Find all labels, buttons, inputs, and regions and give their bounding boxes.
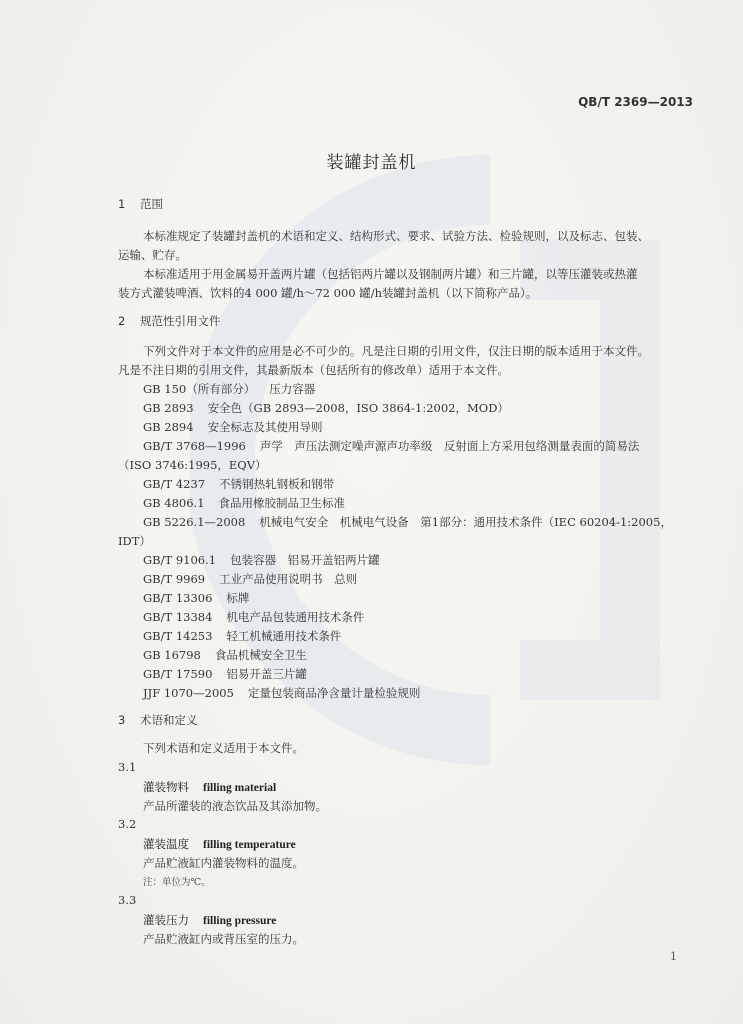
- term-zh: 灌装压力: [143, 913, 189, 927]
- term-zh: 灌装温度: [143, 837, 189, 851]
- term-en: filling pressure: [203, 915, 277, 927]
- reference-code: GB 2893: [143, 401, 194, 415]
- section-title: 术语和定义: [140, 713, 198, 727]
- section-number: 2: [118, 314, 126, 328]
- reference-item: [143, 552, 380, 568]
- paragraph-line: 下列文件对于本文件的应用是必不可少的。凡是注日期的引用文件，仅注日期的版本适用于本文件。: [143, 344, 649, 358]
- reference-item: [143, 514, 672, 530]
- section-title: 范围: [140, 197, 163, 211]
- reference-code: JJF 1070—2005: [143, 686, 234, 700]
- term-definition: 产品贮液缸内或背压室的压力。: [143, 932, 304, 946]
- term-entry: [143, 779, 276, 795]
- term-zh: 灌装物料: [143, 780, 189, 794]
- section-number: 3: [118, 713, 126, 727]
- section-title: 规范性引用文件: [140, 314, 221, 328]
- reference-code: GB/T 13306: [143, 591, 213, 605]
- term-number: 3.2: [118, 817, 137, 831]
- reference-item: [143, 647, 307, 663]
- reference-item: [143, 571, 357, 587]
- paragraph-line: 下列术语和定义适用于本文件。: [143, 741, 304, 755]
- reference-continuation: （ISO 3746:1995，EQV）: [118, 458, 267, 472]
- reference-item: [143, 609, 364, 625]
- document-title: 装罐封盖机: [326, 153, 417, 173]
- section-3-heading: [118, 712, 198, 728]
- section-number: 1: [118, 197, 126, 211]
- term-definition: 产品贮液缸内灌装物料的温度。: [143, 856, 304, 870]
- reference-item: [143, 438, 639, 454]
- term-en: filling material: [203, 782, 277, 794]
- paragraph-line: 装方式灌装啤酒、饮料的4 000 罐/h～72 000 罐/h装罐封盖机（以下简称产品）。: [118, 286, 538, 300]
- reference-code: GB/T 9106.1: [143, 553, 217, 567]
- reference-code: GB/T 13384: [143, 610, 213, 624]
- reference-code: GB/T 17590: [143, 667, 213, 681]
- page-number: 1: [670, 950, 677, 963]
- reference-title: 标牌: [226, 591, 250, 605]
- term-number: 3.1: [118, 760, 137, 774]
- reference-code: GB 2894: [143, 420, 194, 434]
- term-note: 注：单位为℃。: [143, 877, 211, 888]
- reference-item: [143, 400, 509, 416]
- reference-title: 机械电气安全 机械电气设备 第1部分：通用技术条件（IEC 60204-1:2005，: [259, 515, 672, 529]
- section-1-heading: [118, 196, 163, 212]
- paragraph-line: 凡是不注日期的引用文件，其最新版本（包括所有的修改单）适用于本文件。: [118, 363, 509, 377]
- reference-code: GB/T 14253: [143, 629, 213, 643]
- reference-item: [143, 495, 345, 511]
- term-en: filling temperature: [203, 839, 296, 851]
- reference-code: GB/T 9969: [143, 572, 206, 586]
- reference-item: [143, 685, 420, 701]
- reference-code: GB 5226.1—2008: [143, 515, 246, 529]
- section-2-heading: [118, 313, 221, 329]
- reference-title: 食品用橡胶制品卫生标准: [218, 496, 346, 510]
- reference-item: [143, 590, 249, 606]
- paragraph-line: 本标准规定了装罐封盖机的术语和定义、结构形式、要求、试验方法、检验规则，以及标志、包装、: [143, 229, 649, 243]
- reference-title: 轻工机械通用技术条件: [226, 629, 342, 643]
- reference-title: 机电产品包装通用技术条件: [226, 610, 365, 624]
- reference-title: 压力容器: [269, 382, 316, 396]
- reference-code: GB 4806.1: [143, 496, 205, 510]
- reference-title: 包装容器 铝易开盖铝两片罐: [230, 553, 380, 567]
- reference-code: GB/T 4237: [143, 477, 206, 491]
- standard-number: QB/T 2369—2013: [578, 95, 693, 109]
- reference-item: [143, 666, 307, 682]
- reference-title: 定量包装商品净含量计量检验规则: [247, 686, 421, 700]
- term-definition: 产品所灌装的液态饮品及其添加物。: [143, 799, 327, 813]
- term-entry: [143, 836, 296, 852]
- reference-title: 不锈钢热轧钢板和钢带: [219, 477, 335, 491]
- paragraph-line: 运输、贮存。: [118, 248, 187, 262]
- reference-title: 安全色（GB 2893—2008，ISO 3864-1:2002，MOD）: [207, 401, 509, 415]
- reference-title: 工业产品使用说明书 总则: [219, 572, 358, 586]
- reference-title: 铝易开盖三片罐: [226, 667, 307, 681]
- reference-item: [143, 381, 315, 397]
- reference-item: [143, 476, 334, 492]
- reference-title: 食品机械安全卫生: [214, 648, 307, 662]
- reference-code: GB/T 3768—1996: [143, 439, 246, 453]
- reference-title: 安全标志及其使用导则: [207, 420, 323, 434]
- term-entry: [143, 912, 276, 928]
- reference-title: 声学 声压法测定噪声源声功率级 反射面上方采用包络测量表面的简易法: [259, 439, 640, 453]
- reference-code: GB 16798: [143, 648, 201, 662]
- reference-continuation: IDT）: [118, 534, 151, 548]
- reference-item: [143, 419, 323, 435]
- paragraph-line: 本标准适用于用金属易开盖两片罐（包括铝两片罐以及钢制两片罐）和三片罐，以等压灌装或热灌: [143, 267, 638, 281]
- reference-code: GB 150（所有部分）: [143, 382, 256, 396]
- term-number: 3.3: [118, 893, 137, 907]
- reference-item: [143, 628, 341, 644]
